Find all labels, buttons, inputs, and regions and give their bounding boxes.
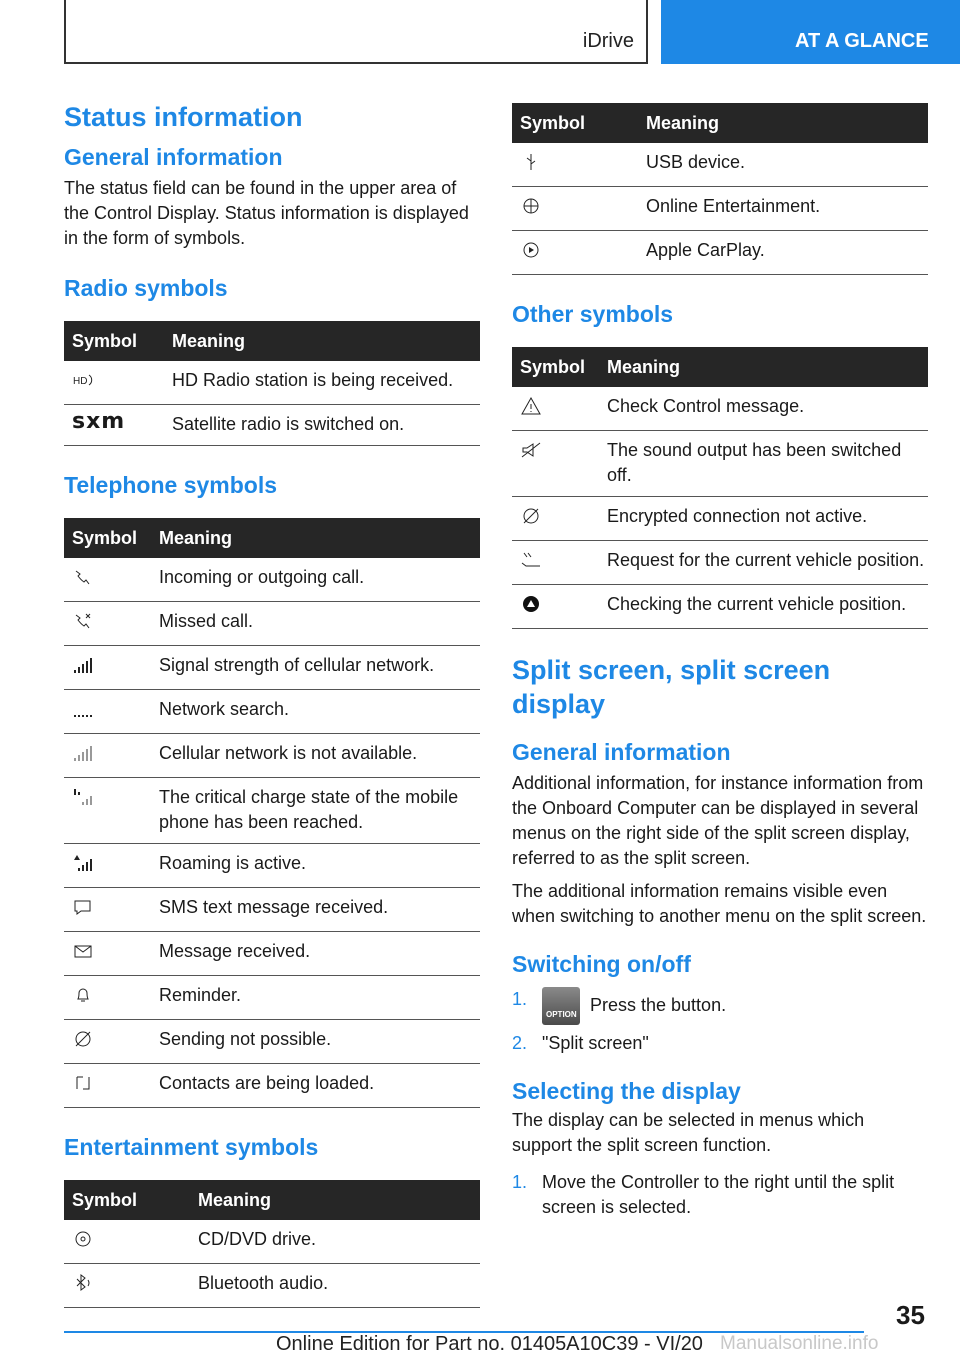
watermark: Manualsonline.info — [720, 1333, 879, 1354]
missed-call-icon — [72, 612, 94, 630]
hd-radio-icon — [72, 371, 94, 389]
telephone-row-meaning: SMS text message received. — [151, 888, 480, 932]
telephone-symbols-table — [64, 518, 480, 1108]
vehicle-position-check-icon — [520, 595, 542, 613]
step-text: Move the Controller to the right until the split screen is selected. — [542, 1172, 895, 1217]
step-number: 1. — [512, 989, 528, 1009]
col-symbol-header: Symbol — [64, 1180, 190, 1220]
table-row — [512, 497, 928, 541]
bell-icon — [72, 986, 94, 1004]
page-number: 35 — [896, 1300, 925, 1330]
telephone-symbols-heading: Telephone symbols — [64, 472, 278, 498]
list-item — [512, 1031, 928, 1056]
entertainment-row-meaning: CD/DVD drive. — [190, 1220, 480, 1264]
battery-critical-icon — [72, 788, 94, 806]
table-row — [512, 387, 928, 431]
telephone-row-meaning: The critical charge state of the mobile phone has been reached. — [151, 778, 480, 844]
step-number: 1. — [512, 1172, 528, 1192]
switching-steps — [512, 987, 928, 1056]
sms-icon — [72, 898, 94, 916]
table-row — [64, 690, 480, 734]
signal-strength-icon — [72, 656, 94, 674]
table-row — [512, 585, 928, 629]
other-row-meaning: The sound output has been switched off. — [599, 431, 928, 497]
table-row — [64, 558, 480, 602]
online-entertainment-icon — [520, 197, 542, 215]
telephone-row-meaning: Cellular network is not available. — [151, 734, 480, 778]
col-symbol-header: Symbol — [64, 518, 151, 558]
radio-row-meaning: Satellite radio is switched on. — [164, 405, 480, 446]
telephone-row-meaning: Signal strength of cellular network. — [151, 646, 480, 690]
telephone-row-meaning: Incoming or outgoing call. — [151, 558, 480, 602]
split-text-1: Additional information, for instance information from the Onboard Computer can be displayed in several menus on the right side of the split screen display, referred to as the split screen. — [512, 773, 924, 868]
col-meaning-header: Meaning — [164, 321, 480, 361]
table-row — [64, 602, 480, 646]
radio-row-meaning: HD Radio station is being received. — [164, 361, 480, 405]
list-item — [512, 987, 928, 1025]
radio-symbols-table — [64, 321, 480, 446]
table-row — [512, 431, 928, 497]
envelope-icon — [72, 942, 94, 960]
col-symbol-header: Symbol — [64, 321, 164, 361]
split-general-heading: General information — [512, 739, 731, 765]
entertainment-row-meaning: Online Entertainment. — [638, 187, 928, 231]
table-row — [64, 844, 480, 888]
step-number: 2. — [512, 1033, 528, 1053]
svg-text:HD: HD — [73, 376, 88, 387]
selecting-text: The display can be selected in menus which support the split screen function. — [512, 1110, 865, 1155]
telephone-row-meaning: Sending not possible. — [151, 1020, 480, 1064]
header-chapter-box — [661, 0, 960, 64]
other-row-meaning: Check Control message. — [599, 387, 928, 431]
table-row — [64, 778, 480, 844]
split-screen-title: Split screen, split screen display — [512, 655, 831, 719]
network-search-icon — [72, 700, 94, 718]
step-text: "Split screen" — [542, 1033, 649, 1053]
contacts-loading-icon — [72, 1074, 94, 1092]
status-information-title: Status information — [64, 102, 303, 132]
telephone-row-meaning: Missed call. — [151, 602, 480, 646]
selecting-heading: Selecting the display — [512, 1078, 741, 1104]
table-row — [64, 1020, 480, 1064]
telephone-row-meaning: Network search. — [151, 690, 480, 734]
sound-off-icon — [520, 441, 542, 459]
general-information-text: The status field can be found in the upper area of the Control Display. Status information is displayed in the form of symbols. — [64, 178, 469, 248]
entertainment-symbols-table — [64, 1180, 480, 1308]
table-row — [512, 187, 928, 231]
table-row — [64, 734, 480, 778]
table-row — [64, 405, 480, 446]
entertainment-symbols-table-cont — [512, 103, 928, 275]
header-section-box — [64, 0, 648, 64]
entertainment-row-meaning: Apple CarPlay. — [638, 231, 928, 275]
table-row — [64, 1220, 480, 1264]
encryption-off-icon — [520, 507, 542, 525]
list-item — [512, 1170, 928, 1220]
table-row — [512, 143, 928, 187]
sending-not-possible-icon — [72, 1030, 94, 1048]
right-column — [512, 103, 928, 1220]
col-symbol-header: Symbol — [512, 103, 638, 143]
other-row-meaning: Request for the current vehicle position. — [599, 541, 928, 585]
other-row-meaning: Checking the current vehicle position. — [599, 585, 928, 629]
header-section-label: iDrive — [582, 30, 634, 52]
table-row — [64, 1264, 480, 1308]
entertainment-symbols-heading: Entertainment symbols — [64, 1134, 319, 1160]
col-meaning-header: Meaning — [638, 103, 928, 143]
cd-dvd-icon — [72, 1230, 94, 1248]
col-meaning-header: Meaning — [190, 1180, 480, 1220]
usb-icon — [520, 153, 542, 171]
warning-triangle-icon — [520, 397, 542, 415]
footer-edition: Online Edition for Part no. 01405A10C39 - VI/20 — [276, 1333, 703, 1355]
left-column — [64, 100, 480, 1308]
table-row — [64, 646, 480, 690]
other-row-meaning: Encrypted connection not active. — [599, 497, 928, 541]
network-unavailable-icon — [72, 744, 94, 762]
general-information-heading: General information — [64, 144, 283, 170]
other-symbols-table — [512, 347, 928, 629]
header-chapter-label: AT A GLANCE — [795, 30, 929, 52]
other-symbols-heading: Other symbols — [512, 301, 674, 327]
col-symbol-header: Symbol — [512, 347, 599, 387]
phone-call-icon — [72, 568, 94, 586]
table-row — [64, 932, 480, 976]
table-row — [64, 361, 480, 405]
telephone-row-meaning: Message received. — [151, 932, 480, 976]
table-row — [512, 231, 928, 275]
roaming-icon — [72, 854, 94, 872]
entertainment-row-meaning: Bluetooth audio. — [190, 1264, 480, 1308]
table-row — [64, 1064, 480, 1108]
option-button-label: OPTION — [546, 1010, 577, 1019]
table-row — [64, 888, 480, 932]
radio-symbols-heading: Radio symbols — [64, 275, 228, 301]
bluetooth-audio-icon — [72, 1274, 94, 1292]
selecting-steps — [512, 1170, 928, 1220]
col-meaning-header: Meaning — [599, 347, 928, 387]
table-row — [64, 976, 480, 1020]
switching-heading: Switching on/off — [512, 951, 691, 977]
entertainment-row-meaning: USB device. — [638, 143, 928, 187]
table-row — [512, 541, 928, 585]
col-meaning-header: Meaning — [151, 518, 480, 558]
telephone-row-meaning: Contacts are being loaded. — [151, 1064, 480, 1108]
sxm-logo-icon: sxm — [72, 409, 126, 434]
step-text: Press the button. — [590, 994, 727, 1015]
split-text-2: The additional information remains visible even when switching to another menu on the split screen. — [512, 881, 927, 926]
apple-carplay-icon — [520, 241, 542, 259]
vehicle-position-request-icon — [520, 551, 542, 569]
telephone-row-meaning: Roaming is active. — [151, 844, 480, 888]
option-button-icon — [542, 987, 580, 1025]
telephone-row-meaning: Reminder. — [151, 976, 480, 1020]
